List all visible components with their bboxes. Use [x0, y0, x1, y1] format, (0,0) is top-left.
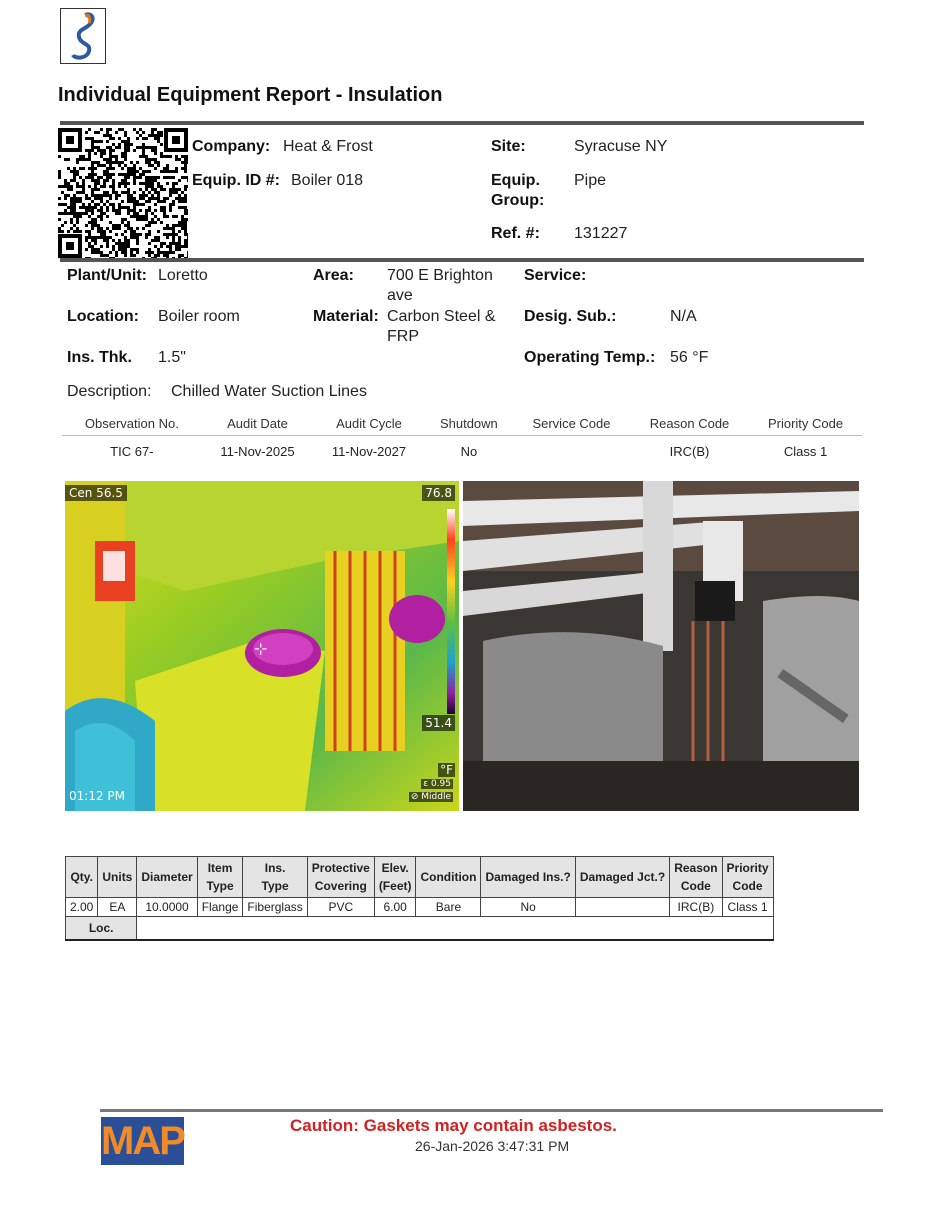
col-elevation-label: Elev.: [381, 861, 409, 875]
header-divider-bottom: [60, 258, 864, 262]
col-ins-type-label: Ins.: [264, 861, 286, 875]
print-timestamp: 26-Jan-2026 3:47:31 PM: [415, 1138, 570, 1154]
plant-value: Loretto: [158, 267, 208, 284]
material-value-line2: FRP: [387, 328, 419, 345]
col-qty-label: Qty.: [70, 870, 93, 884]
area-value: 700 E Brighton: [387, 267, 493, 284]
col-diameter-label: Diameter: [141, 870, 193, 884]
operating-temp-value: 56 °F: [670, 349, 709, 366]
ref-label: Ref. #:: [491, 225, 540, 242]
ins-thk-value: 1.5": [158, 349, 186, 366]
elevation-cell: 6.00: [374, 898, 416, 917]
loc-label: Loc.: [66, 917, 137, 941]
service-code-cell: [513, 436, 630, 468]
col-protective-covering-label-2: Covering: [314, 879, 367, 893]
col-priority-code-label: Priority: [726, 861, 769, 875]
reason-code-cell: IRC(B): [669, 444, 710, 459]
equip-group-value: Pipe: [574, 172, 607, 189]
audit-table: [62, 412, 862, 467]
desig-sub-label: Desig. Sub.:: [524, 308, 617, 325]
header-divider-top: [60, 121, 864, 125]
col-priority-code: Priority Code: [749, 412, 862, 436]
col-audit-date: Audit Date: [202, 412, 314, 436]
priority-code-cell: Class 1: [783, 444, 828, 459]
col-qty: [66, 857, 98, 898]
thermal-emissivity: ε 0.95: [423, 779, 451, 789]
detail-table-header: [66, 857, 774, 898]
col-units: [98, 857, 137, 898]
qr-code: [58, 128, 188, 258]
col-damaged-jct: [575, 857, 669, 898]
shutdown-cell: No: [460, 444, 478, 459]
insulation-detail-table: [65, 856, 774, 941]
location-value: Boiler room: [158, 308, 240, 325]
equip-id-value: Boiler 018: [291, 172, 364, 189]
col-item-type-label-2: Type: [206, 879, 234, 893]
qty-cell: 2.00: [66, 898, 98, 917]
audit-date-cell: 11-Nov-2025: [220, 444, 295, 459]
col-ins-type-label-2: Type: [261, 879, 289, 893]
audit-table-header: [62, 412, 862, 436]
desig-sub-value: N/A: [670, 308, 697, 325]
col-protective-covering-label: Protective: [311, 861, 370, 875]
location-label: Location:: [67, 308, 139, 325]
company-value: Heat & Frost: [283, 138, 373, 155]
col-reason-code: Reason Code: [630, 412, 749, 436]
col-damaged-ins: [481, 857, 575, 898]
col-diameter: [137, 857, 197, 898]
col-units-label: Units: [102, 870, 133, 884]
col-damaged-jct-label: Damaged Jct.?: [579, 870, 666, 884]
col-audit-cycle: Audit Cycle: [313, 412, 425, 436]
reason-code-cell: IRC(B): [670, 898, 722, 917]
audit-cycle-cell: 11-Nov-2027: [331, 444, 407, 459]
observation-no-cell: TIC 67-: [110, 444, 154, 459]
description-value: Chilled Water Suction Lines: [171, 383, 367, 400]
col-condition-label: Condition: [420, 870, 477, 884]
ref-value: 131227: [574, 225, 628, 242]
thermal-mode: ⊘ Middle: [410, 792, 451, 802]
plant-label: Plant/Unit:: [67, 267, 147, 284]
service-label: Service:: [524, 267, 587, 284]
damaged-jct-cell: [575, 898, 669, 917]
thermal-time: 01:12 PM: [69, 789, 125, 803]
thermal-center-temp: Cen 56.5: [65, 485, 127, 501]
equip-id-label: Equip. ID #:: [192, 172, 280, 189]
area-value-line2: ave: [387, 287, 413, 304]
col-elevation-label-2: (Feet): [378, 879, 412, 893]
protective-covering-cell: PVC: [307, 898, 374, 917]
footer-divider: [100, 1109, 883, 1112]
thermal-image: [65, 481, 459, 811]
col-item-type-label: Item: [207, 861, 233, 875]
operating-temp-label: Operating Temp.:: [524, 349, 656, 366]
loc-row: [66, 917, 774, 941]
company-logo: [60, 8, 106, 64]
col-priority-code: [722, 857, 773, 898]
description-label: Description:: [67, 383, 152, 400]
ins-thk-label: Ins. Thk.: [67, 349, 132, 366]
equip-group-label-line2: Group:: [491, 192, 545, 209]
col-service-code: Service Code: [513, 412, 630, 436]
col-protective-covering: [307, 857, 374, 898]
ins-type-cell: Fiberglass: [243, 898, 307, 917]
col-elevation: [374, 857, 416, 898]
equipment-photo: [463, 481, 859, 811]
material-value: Carbon Steel &: [387, 308, 496, 325]
col-reason-code-label: Reason: [674, 861, 718, 875]
col-condition: [416, 857, 481, 898]
units-cell: EA: [98, 898, 137, 917]
col-ins-type: [243, 857, 307, 898]
diameter-cell: 10.0000: [137, 898, 197, 917]
condition-cell: Bare: [416, 898, 481, 917]
item-type-cell: Flange: [197, 898, 243, 917]
site-label: Site:: [491, 138, 526, 155]
thermal-min-temp: 51.4: [422, 715, 455, 731]
page-title: Individual Equipment Report - Insulation: [58, 84, 443, 106]
equip-group-label: Equip.: [491, 172, 540, 189]
col-damaged-ins-label: Damaged Ins.?: [485, 870, 571, 884]
priority-code-cell: Class 1: [722, 898, 773, 917]
material-label: Material:: [313, 308, 379, 325]
table-row: [62, 436, 862, 468]
thermal-unit: °F: [440, 763, 453, 777]
site-value: Syracuse NY: [574, 138, 668, 155]
col-reason-code: [670, 857, 722, 898]
col-item-type: [197, 857, 243, 898]
col-reason-code-label-2: Code: [680, 879, 711, 893]
loc-value: [137, 917, 773, 941]
crosshair-icon: ⊹: [254, 639, 268, 658]
area-label: Area:: [313, 267, 354, 284]
damaged-ins-cell: No: [481, 898, 575, 917]
table-row: [66, 898, 774, 917]
map-logo: MAP: [101, 1119, 184, 1163]
company-label: Company:: [192, 138, 271, 155]
thermal-max-temp: 76.8: [422, 485, 455, 501]
col-observation-no: Observation No.: [62, 412, 202, 436]
caution-text: Caution: Gaskets may contain asbestos.: [290, 1116, 617, 1135]
col-priority-code-label-2: Code: [732, 879, 763, 893]
col-shutdown: Shutdown: [425, 412, 513, 436]
